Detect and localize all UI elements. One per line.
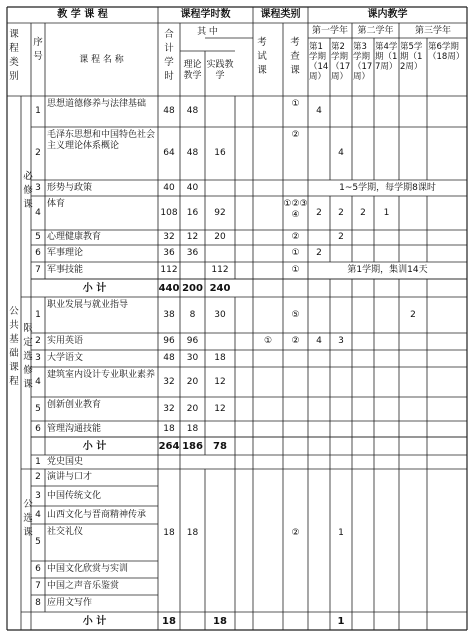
table-cell: 3 — [338, 336, 344, 346]
table-cell: 18 — [162, 615, 176, 627]
table-cell: 4 — [338, 148, 344, 158]
table-cell: 1 — [35, 456, 41, 467]
table-cell: 48 — [186, 106, 199, 116]
header-among: 其 中 — [197, 27, 218, 37]
category-main: 公共基础课程 — [9, 306, 19, 387]
table-cell: 20 — [186, 403, 199, 414]
table-cell: 18 — [186, 528, 199, 538]
table-cell: ⑤ — [291, 309, 300, 320]
table-cell: ① — [291, 99, 300, 109]
table-cell: 40 — [163, 182, 175, 193]
table-cell: 8 — [189, 309, 196, 320]
table-cell: 2 — [338, 207, 344, 218]
table-cell: 2 — [316, 248, 322, 258]
table-cell: 18 — [186, 423, 199, 434]
header-practice: 实践教学 — [206, 60, 234, 81]
table-cell: 1 — [35, 106, 41, 116]
table-cell: 2 — [35, 472, 41, 482]
header-check: 考查课 — [290, 37, 300, 76]
table-cell: 1 — [338, 528, 344, 538]
table-cell: 32 — [163, 376, 175, 387]
table-cell: 2 — [316, 207, 322, 218]
table-cell: 12 — [214, 376, 226, 387]
header-seq: 序号 — [33, 37, 43, 62]
table-cell: ② — [291, 336, 300, 346]
table-cell: 32 — [163, 232, 175, 242]
header-category: 课程类别 — [9, 29, 19, 82]
table-cell: 96 — [163, 336, 175, 346]
header-term-6: 第6学期（18周） — [428, 42, 465, 62]
course-name: 中国之声音乐鉴赏 — [47, 581, 120, 591]
course-name: 思想道德修养与法律基础 — [47, 99, 147, 109]
table-cell: 1 — [383, 207, 390, 218]
table-cell: ② — [291, 130, 300, 140]
table-cell: 32 — [163, 403, 175, 414]
table-cell: 264 — [158, 440, 180, 452]
table-cell: 18 — [214, 353, 226, 363]
header-term-5: 第5学期（12周） — [400, 42, 423, 72]
table-cell: 18 — [163, 423, 175, 434]
table-cell: 48 — [163, 106, 175, 116]
table-cell: 4 — [316, 336, 322, 346]
table-cell: 1 — [337, 615, 345, 627]
course-name: 心理健康教育 — [47, 232, 102, 242]
course-name: 毛泽东思想和中国特色社会主义理论体系概论 — [47, 130, 156, 151]
table-cell: 18 — [213, 615, 227, 627]
table-cell: ① — [291, 265, 300, 275]
table-cell: 1 — [35, 309, 41, 320]
subtotal-label: 小 计 — [82, 440, 107, 452]
table-cell: 4 — [35, 509, 41, 520]
subtotal-label: 小 计 — [82, 282, 107, 294]
table-cell: 2 — [410, 309, 416, 320]
header-term-1: 第1学期（14周） — [309, 42, 329, 82]
table-cell: 78 — [213, 440, 227, 452]
table-cell: 16 — [214, 148, 226, 158]
table-cell: 48 — [186, 148, 199, 158]
header-year3: 第三学年 — [414, 26, 451, 36]
course-name: 演讲与口才 — [47, 472, 93, 482]
course-name: 建筑室内设计专业职业素养 — [47, 370, 156, 380]
course-name: 创新创业教育 — [47, 400, 102, 410]
course-name: 职业发展与就业指导 — [47, 300, 129, 310]
table-cell: 2 — [360, 207, 366, 218]
table-cell: 112 — [211, 265, 229, 275]
table-cell: 6 — [35, 423, 41, 434]
table-cell: 7 — [35, 265, 41, 275]
header-plan: 课内教学 — [367, 9, 408, 20]
header-name: 课 程 名 称 — [79, 55, 124, 65]
table-cell: ①②③④ — [283, 199, 308, 220]
header-type: 课程类别 — [260, 9, 301, 20]
course-name: 山西文化与晋商精神传承 — [47, 509, 147, 520]
table-cell: 92 — [214, 207, 226, 218]
table-cell: 3 — [35, 182, 41, 193]
header-year2: 第二学年 — [357, 26, 394, 36]
table-cell: 30 — [214, 309, 226, 320]
course-name: 军事理论 — [47, 248, 84, 258]
table-cell: 440 — [158, 282, 180, 294]
header-term-4: 第4学期（17周） — [375, 42, 398, 72]
section-elective: 公选课 — [23, 499, 33, 538]
table-cell: 3 — [35, 353, 41, 363]
header-total: 合计学时 — [164, 29, 174, 82]
span-note: 第1学期，集训14天 — [347, 265, 428, 275]
table-cell: 108 — [160, 207, 178, 218]
header-hours: 课程学时数 — [180, 9, 231, 20]
table-cell: 64 — [163, 148, 175, 158]
table-cell: 8 — [35, 598, 41, 608]
table-cell: 20 — [186, 376, 199, 387]
table-cell: ① — [263, 336, 273, 346]
header-year1: 第一学年 — [311, 26, 348, 36]
header-exam: 考试课 — [257, 37, 267, 76]
header-term-2: 第2学期（17周） — [331, 42, 351, 82]
course-name: 军事技能 — [47, 265, 84, 275]
table-cell: 20 — [214, 232, 226, 242]
table-cell: ② — [291, 528, 300, 538]
header-theory: 理论教学 — [183, 60, 202, 81]
course-name: 体育 — [47, 199, 66, 209]
section-required: 必修课 — [23, 171, 33, 210]
table-cell: 5 — [35, 403, 41, 414]
table-cell: 36 — [163, 248, 175, 258]
table-cell: 2 — [338, 232, 344, 242]
table-cell: 112 — [160, 265, 178, 275]
table-cell: 4 — [35, 376, 41, 387]
table-cell: 12 — [186, 232, 199, 242]
table-cell: 5 — [35, 537, 41, 547]
table-cell: 2 — [35, 336, 41, 346]
section-limited: 限定选修课 — [23, 323, 33, 390]
table-cell: 2 — [35, 148, 41, 158]
table-cell: 4 — [35, 207, 41, 218]
course-name: 实用英语 — [47, 336, 84, 346]
table-cell: 12 — [214, 403, 226, 414]
course-name: 社交礼仪 — [47, 527, 84, 537]
table-cell: ② — [291, 232, 300, 242]
table-cell: ① — [291, 248, 300, 258]
table-cell: 38 — [163, 309, 175, 320]
table-cell: 240 — [209, 282, 231, 294]
table-cell: 40 — [186, 182, 199, 193]
course-name: 形势与政策 — [47, 182, 93, 193]
table-cell: 48 — [163, 353, 175, 363]
subtotal-label: 小 计 — [82, 615, 107, 627]
header-term-3: 第3学期（17周） — [353, 42, 373, 82]
course-name: 大学语文 — [47, 353, 84, 363]
table-cell: 6 — [35, 564, 41, 574]
header-courses: 教 学 课 程 — [57, 9, 108, 20]
course-name: 管理沟通技能 — [47, 423, 102, 434]
span-note: 1~5学期，每学期8课时 — [339, 182, 436, 193]
course-name: 中国文化欣赏与实训 — [47, 564, 129, 574]
course-name: 中国传统文化 — [47, 490, 102, 501]
course-name: 党史国史 — [47, 456, 84, 467]
table-cell: 5 — [35, 232, 41, 242]
table-cell: 6 — [35, 248, 41, 258]
table-cell: 4 — [316, 106, 322, 116]
table-cell: 200 — [182, 282, 203, 294]
table-cell: 36 — [186, 248, 199, 258]
table-cell: 7 — [35, 581, 41, 591]
table-cell: 96 — [186, 336, 199, 346]
table-cell: 18 — [163, 528, 175, 538]
table-cell: 30 — [186, 353, 199, 363]
table-cell: 16 — [186, 207, 199, 218]
table-cell: 3 — [35, 490, 41, 501]
course-name: 应用文写作 — [47, 598, 93, 608]
table-cell: 186 — [182, 440, 203, 452]
